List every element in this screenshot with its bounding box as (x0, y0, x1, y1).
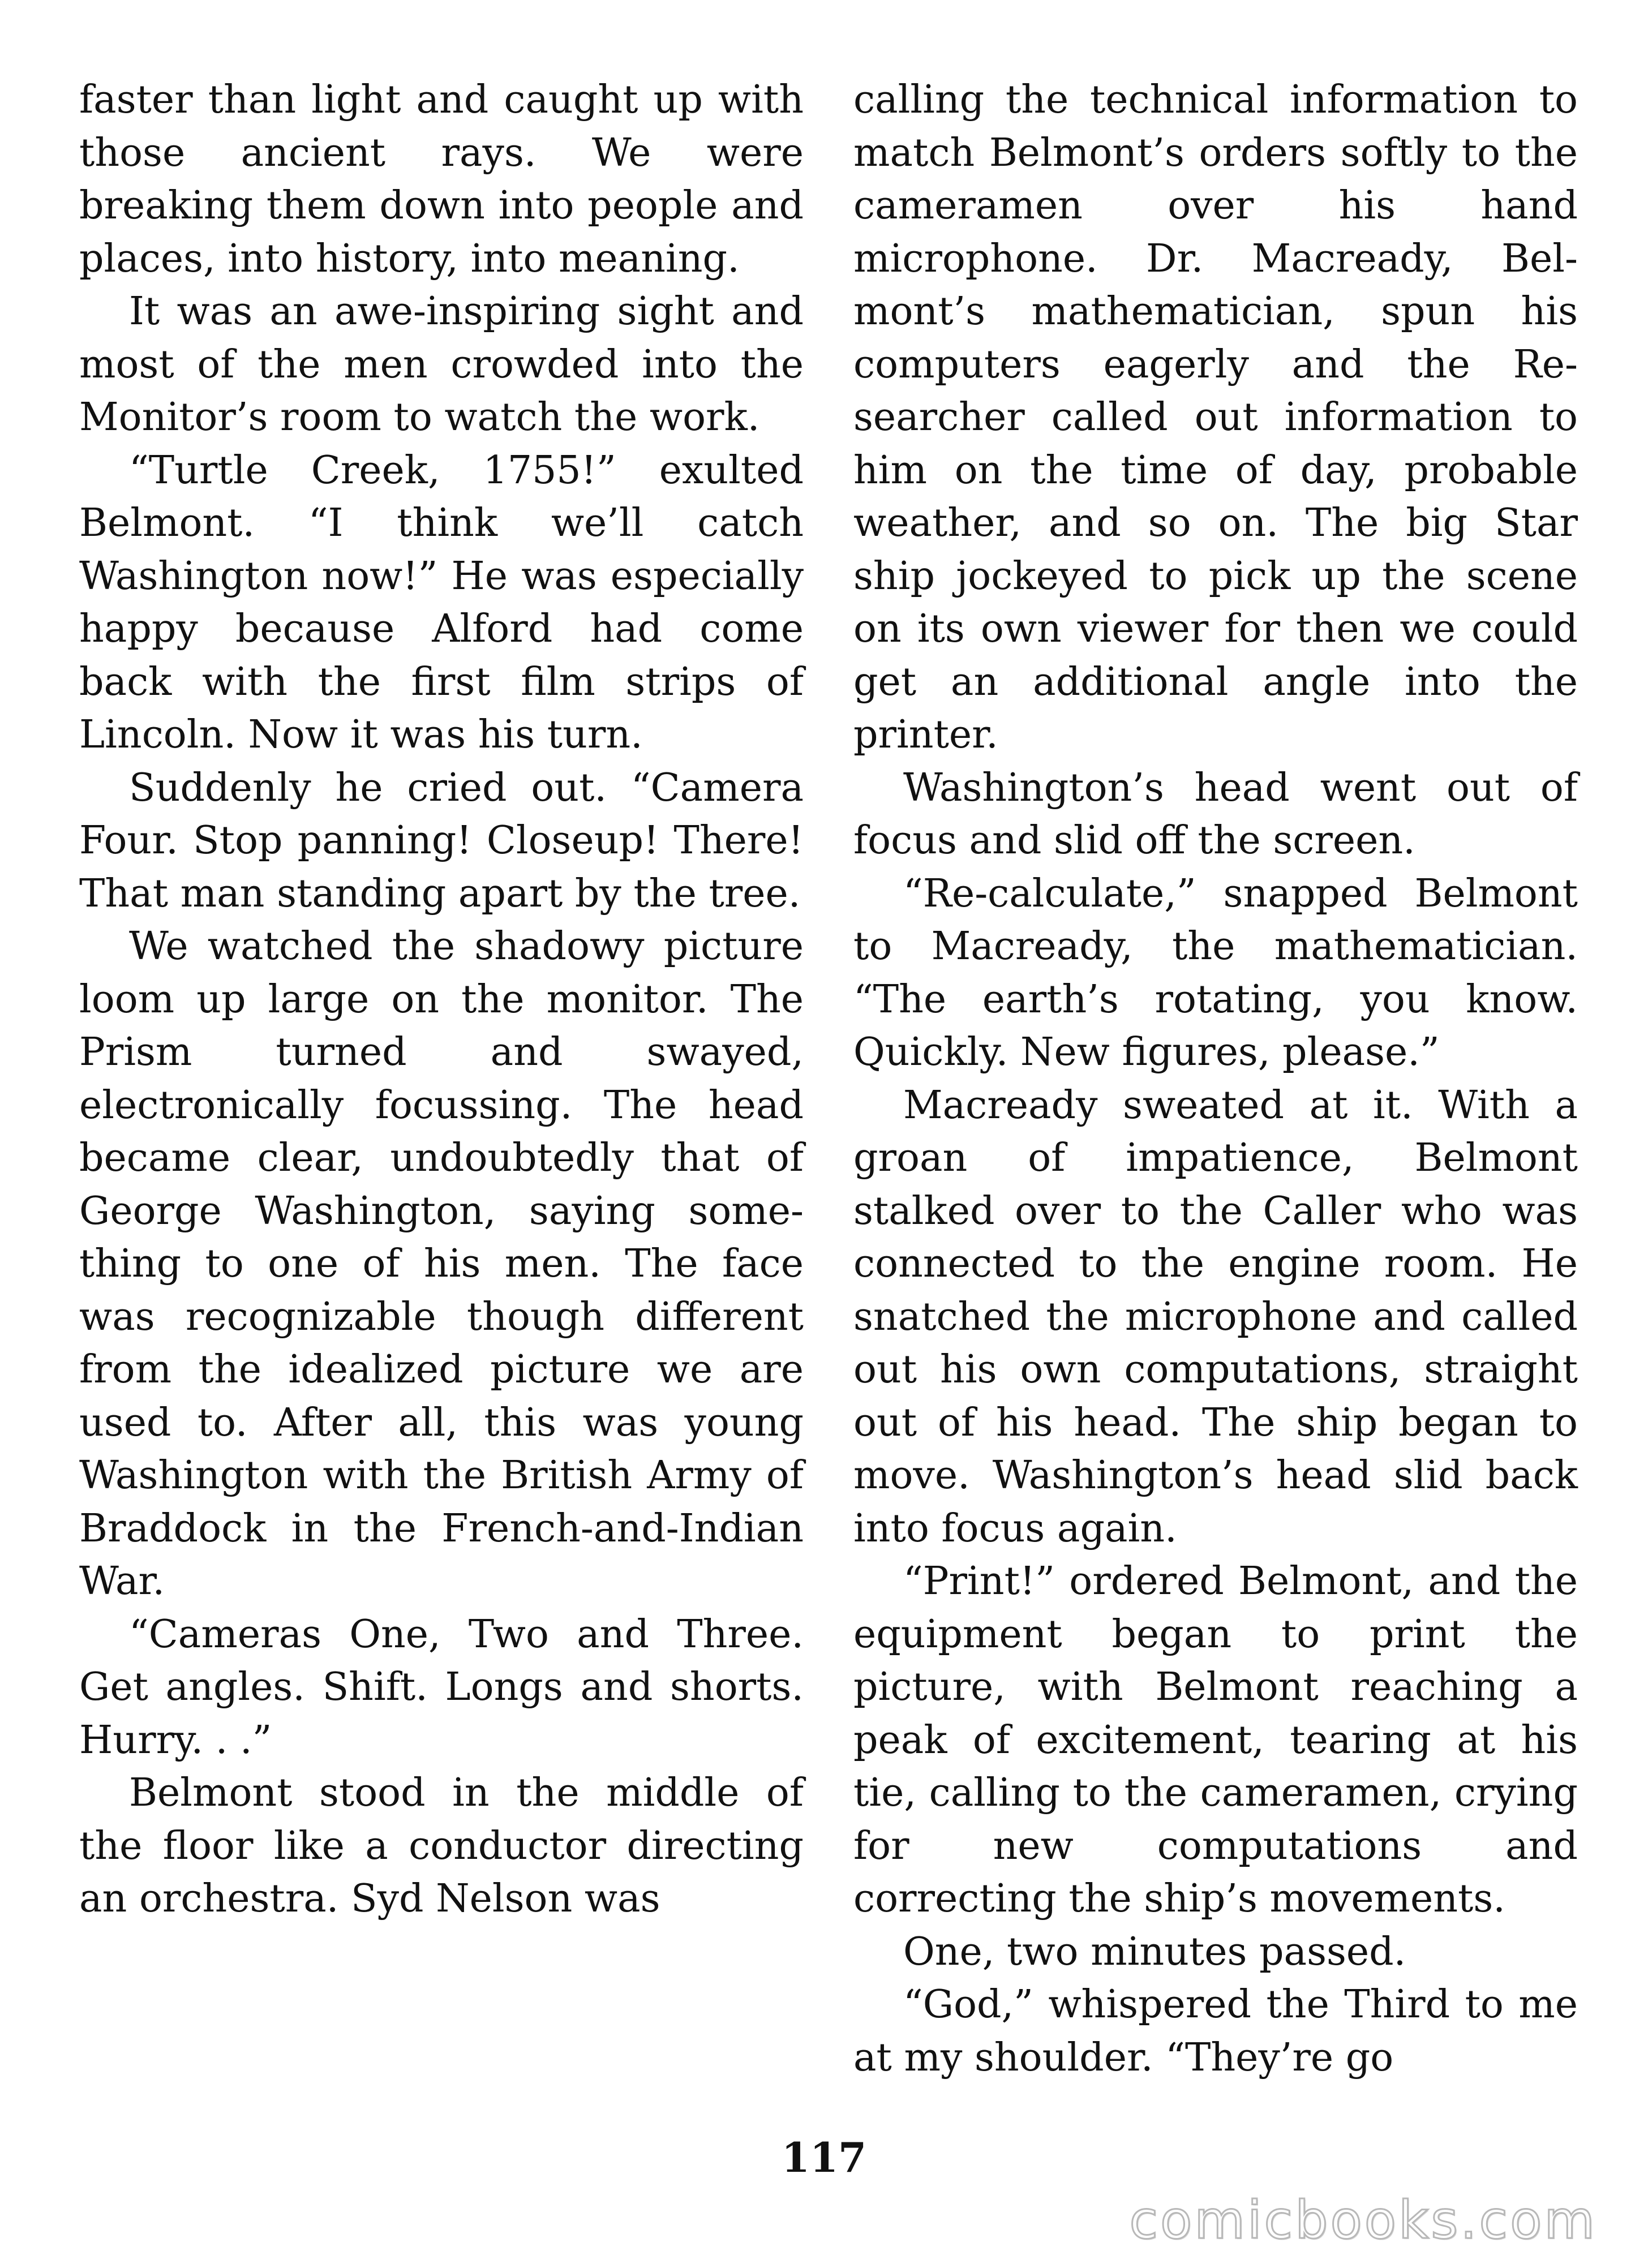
right-text-column (853, 74, 1578, 2084)
paragraph: Suddenly he cried out. “Camera Four. Stop panning! Closeup! There! That man standing apart by the tree. (79, 765, 804, 916)
paragraph: Belmont stood in the middle of the floor like a conductor directing an orchestra. Syd Nelson was (79, 1771, 804, 1921)
paragraph: “God,” whispered the Third to me at my shoulder. “They’re go (853, 1982, 1578, 2080)
paragraph: “Turtle Creek, 1755!” exulted Belmont. “I think we’ll catch Washington now!” He was especially happy because Alford had come back with the first film strips of Lincoln. Now it was his turn. (79, 448, 804, 757)
paragraph: “Re-calculate,” snapped Belmont to Macready, the mathematician. “The earth’s rotating, you know. Quickly. New figures, please.” (853, 871, 1578, 1075)
paragraph: Washington’s head went out of focus and slid off the screen. (853, 765, 1578, 863)
paragraph: Macready sweated at it. With a groan of impatience, Belmont stalked over to the Caller who was connected to the engine room. He snatched the microphone and called out his own computations, straight out of his head. The ship began to move. Washington’s head slid back into focus again. (853, 1083, 1578, 1551)
site-watermark: comicbooks.com (1129, 2190, 1597, 2250)
page-number: 117 (781, 2133, 867, 2181)
left-text-column (79, 74, 804, 1926)
paragraph: faster than light and caught up with those ancient rays. We were breaking them down into people and places, into history, into meaning. (79, 78, 804, 281)
paragraph: It was an awe-inspiring sight and most of the men crowded into the Monitor’s room to watch the work. (79, 289, 804, 440)
paragraph: One, two minutes passed. (903, 1929, 1406, 1974)
paragraph: We watched the shadowy picture loom up large on the monitor. The Prism turned and swayed, electronically focussing. The head became clear, undoubtedly that of George Washington, saying something to one of his men. The face was recognizable though different from the idealized picture we are used to. After all, this was young Washington with the British Army of Braddock in the French-and-Indian War. (79, 924, 804, 1604)
paragraph: “Cameras One, Two and Three. Get angles. Shift. Longs and shorts. Hurry. . .” (79, 1612, 804, 1763)
paragraph: “Print!” ordered Belmont, and the equipment began to print the picture, with Belmont reaching a peak of excitement, tearing at his tie, calling to the cameramen, crying for new computations and correcting the ship’s movements. (853, 1559, 1578, 1921)
paragraph: calling the technical information to match Belmont’s orders softly to the cameramen over his hand microphone. Dr. Macready, Belmont’s mathematician, spun his computers eagerly and the Researcher called out information to him on the time of day, probable weather, and so on. The big Star ship jockeyed to pick up the scene on its own viewer for then we could get an additional angle into the printer. (853, 78, 1578, 757)
